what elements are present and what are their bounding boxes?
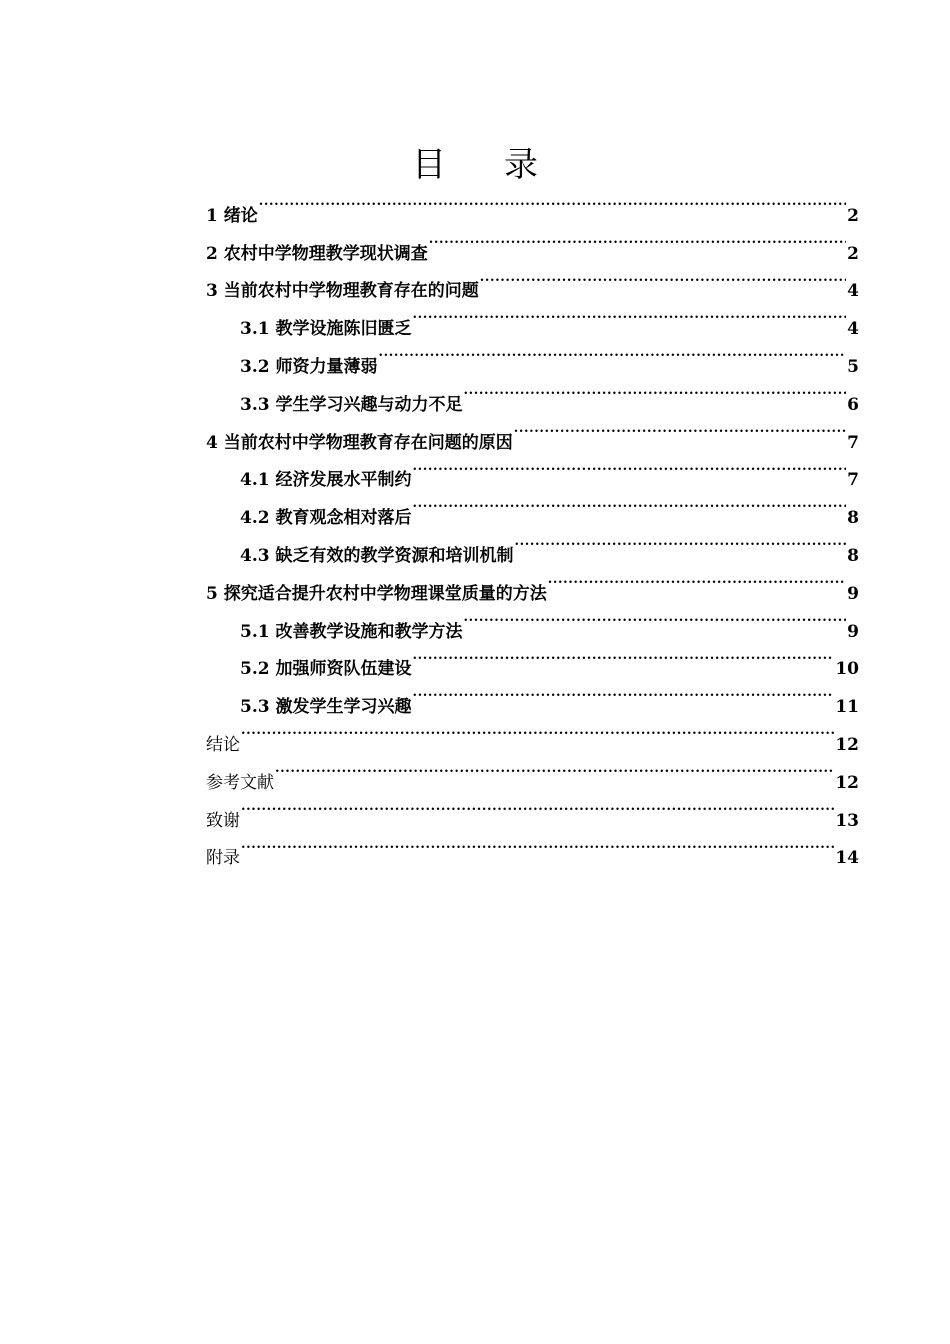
toc-dot-leader (379, 334, 847, 372)
toc-entry[interactable] (206, 750, 859, 793)
toc-dot-leader (514, 410, 846, 448)
toc-entry-label: 5.2 加强师资队伍建设 (240, 659, 412, 680)
toc-entry-page-number: 9 (847, 621, 859, 642)
toc-entry-page-number: 2 (847, 243, 859, 264)
title-char-2: 录 (504, 145, 538, 185)
toc-entry-label: 4.2 教育观念相对落后 (240, 508, 412, 529)
toc-entry-label: 致谢 (206, 810, 240, 831)
toc-dot-leader (241, 788, 834, 826)
toc-dot-leader (241, 826, 834, 864)
toc-entry-label: 3 当前农村中学物理教育存在的问题 (206, 281, 479, 302)
toc-entry[interactable] (206, 183, 859, 226)
toc-dot-leader (429, 221, 846, 259)
toc-entry-page-number: 13 (835, 810, 859, 831)
toc-entry-label: 3.1 教学设施陈旧匮乏 (240, 319, 412, 340)
toc-dot-leader (413, 637, 835, 675)
toc-dot-leader (548, 561, 846, 599)
toc-entry-page-number: 4 (847, 319, 859, 340)
toc-dot-leader (413, 296, 847, 334)
toc-entry-label: 5 探究适合提升农村中学物理课堂质量的方法 (206, 583, 547, 604)
toc-entry-page-number: 8 (847, 545, 859, 566)
toc-entry[interactable] (206, 712, 859, 755)
toc-dot-leader (241, 712, 834, 750)
toc-dot-leader (480, 259, 846, 297)
toc-entry-label: 3.3 学生学习兴趣与动力不足 (240, 394, 463, 415)
toc-entry[interactable] (206, 826, 859, 869)
toc-entry-label: 5.3 激发学生学习兴趣 (240, 697, 412, 718)
toc-entry-label: 1 绪论 (206, 205, 258, 226)
toc-entry-page-number: 12 (835, 772, 859, 793)
toc-entry[interactable] (206, 788, 859, 831)
toc-entry-page-number: 10 (835, 659, 859, 680)
toc-entry-page-number: 14 (835, 848, 859, 869)
toc-dot-leader (515, 523, 847, 561)
toc-entry-label: 4 当前农村中学物理教育存在问题的原因 (206, 432, 513, 453)
toc-entry-label: 4.3 缺乏有效的教学资源和培训机制 (240, 545, 514, 566)
page-title (0, 143, 950, 187)
toc-entry-page-number: 4 (847, 281, 859, 302)
toc-entry[interactable] (206, 221, 859, 264)
title-char-1: 目 (412, 145, 446, 185)
toc-entry-page-number: 9 (847, 583, 859, 604)
toc-entry-label: 5.1 改善教学设施和教学方法 (240, 621, 463, 642)
toc-dot-leader (464, 372, 847, 410)
toc-entry-label: 结论 (206, 734, 240, 755)
toc-entry-label: 附录 (206, 848, 240, 869)
toc-entry-page-number: 7 (847, 432, 859, 453)
toc-entry-label: 参考文献 (206, 772, 274, 793)
toc-entry-page-number: 5 (847, 356, 859, 377)
toc-dot-leader (275, 750, 834, 788)
toc-entry-page-number: 8 (847, 508, 859, 529)
toc-entry-page-number: 11 (835, 697, 859, 718)
toc-entry-page-number: 2 (847, 205, 859, 226)
toc-dot-leader (413, 485, 847, 523)
toc-entry-page-number: 7 (847, 470, 859, 491)
table-of-contents (206, 183, 859, 869)
toc-entry-page-number: 6 (847, 394, 859, 415)
toc-dot-leader (413, 674, 835, 712)
toc-dot-leader (413, 448, 847, 486)
toc-dot-leader (259, 183, 846, 221)
toc-entry-label: 3.2 师资力量薄弱 (240, 356, 378, 377)
toc-entry-page-number: 12 (835, 734, 859, 755)
toc-entry-label: 4.1 经济发展水平制约 (240, 470, 412, 491)
toc-entry-label: 2 农村中学物理教学现状调查 (206, 243, 428, 264)
toc-dot-leader (464, 599, 847, 637)
